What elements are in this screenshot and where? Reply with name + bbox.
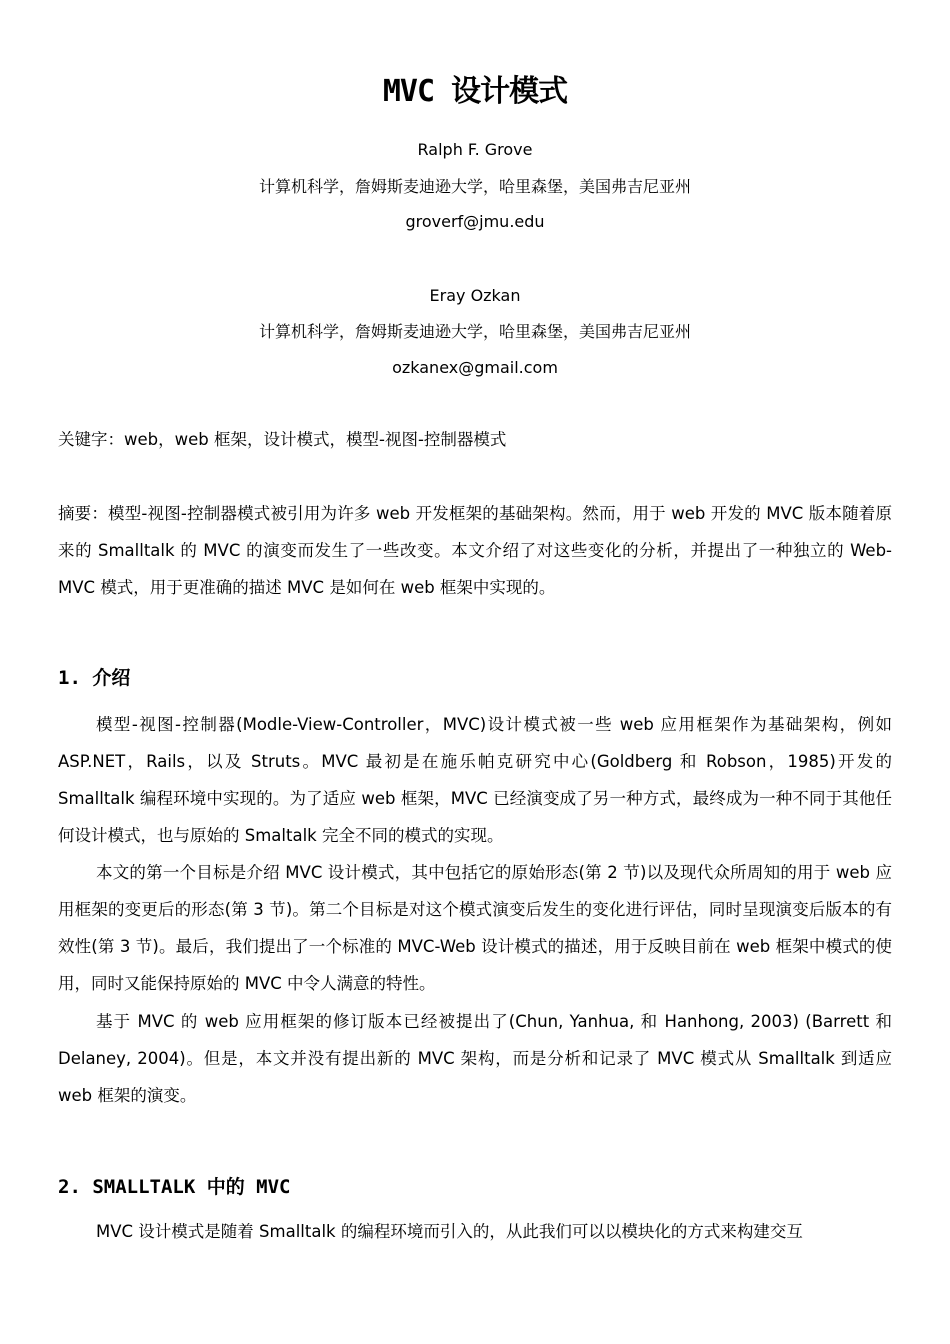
section-1-paragraph-2: 本文的第一个目标是介绍 MVC 设计模式，其中包括它的原始形态(第 2 节)以及现代众所周知的用于 web 应用框架的变更后的形态(第 3 节)。第二个目标是对这个模式演变后发生的变化进行评估，同时呈现演变后版本的有效性(第 3 节)。最后，我们提出了一个标准的 MVC-Web 设计模式的描述，用于反映目前在 web 框架中模式的使用，同时又能保持原始的 MVC 中令人满意的特性。: [58, 863, 892, 993]
abstract: 摘要：模型-视图-控制器模式被引用为许多 web 开发框架的基础架构。然而，用于 web 开发的 MVC 版本随着原来的 Smalltalk 的 MVC 的演变而发生了一些改变。本文介绍了对这些变化的分析，并提出了一种独立的 Web-MVC 模式，用于更准确的描述 MVC 是如何在 web 框架中实现的。: [58, 504, 892, 597]
author-2-name: Eray Ozkan: [429, 286, 521, 305]
author-2-email: ozkanex@gmail.com: [392, 358, 558, 377]
section-1-paragraph-1: 模型-视图-控制器(Modle-View-Controller，MVC)设计模式被一些 web 应用框架作为基础架构，例如 ASP.NET，Rails，以及 Struts。MVC 最初是在施乐帕克研究中心(Goldberg 和 Robson，1985)开发的 Smalltalk 编程环境中实现的。为了适应 web 框架，MVC 已经演变成了另一种方式，最终成为一种不同于其他任何设计模式，也与原始的 Smaltalk 完全不同的模式的实现。: [58, 715, 892, 845]
section-2-heading: 2. SMALLTALK 中的 MVC: [58, 1176, 291, 1198]
section-1-paragraph-3: 基于 MVC 的 web 应用框架的修订版本已经被提出了(Chun, Yanhua, 和 Hanhong, 2003) (Barrett 和 Delaney, 2004)。但是，本文并没有提出新的 MVC 架构，而是分析和记录了 MVC 模式从 Smalltalk 到适应 web 框架的演变。: [58, 1012, 892, 1105]
section-2-paragraph-1: MVC 设计模式是随着 Smalltalk 的编程环境而引入的，从此我们可以以模块化的方式来构建交互: [96, 1222, 803, 1241]
section-1-heading: 1. 介绍: [58, 667, 131, 689]
author-1-email: groverf@jmu.edu: [405, 212, 545, 231]
author-2-affiliation: 计算机科学，詹姆斯麦迪逊大学，哈里森堡，美国弗吉尼亚州: [258, 322, 691, 341]
author-1-affiliation: 计算机科学，詹姆斯麦迪逊大学，哈里森堡，美国弗吉尼亚州: [258, 177, 691, 196]
author-1-name: Ralph F. Grove: [417, 140, 533, 159]
page-title: MVC 设计模式: [382, 74, 568, 109]
keywords: 关键字：web，web 框架，设计模式，模型-视图-控制器模式: [58, 430, 507, 449]
